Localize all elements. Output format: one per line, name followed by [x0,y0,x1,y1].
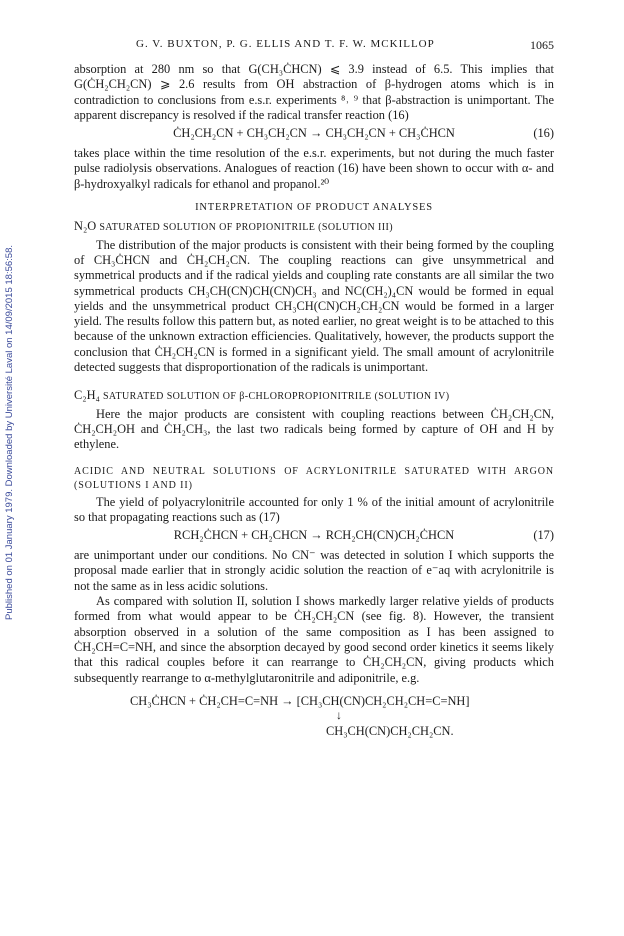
subsection-4-lead: C₂H₄ [74,388,100,403]
equation-16-number: (16) [533,126,554,141]
reaction-scheme-line-2: CH₃CH(CN)CH₂CH₂CN. [326,723,454,738]
subsection-3-rest: SATURATED SOLUTION OF PROPIONITRILE (SOLUTION III) [99,222,393,234]
paragraph-6: are unimportant under our conditions. No CN⁻ was detected in solution I which supports the proposal made earlier that in strongly acidic solution the reaction of e⁻aq with acrylonitrile is not the same as in less acidic solutions. [74,548,554,593]
download-note: Published on 01 January 1979. Downloaded by Université Laval on 14/09/2015 18:56:58. [4,245,15,620]
running-header [74,38,554,54]
paragraph-1: absorption at 280 nm so that G(CH₃ĊHCN) ⩽ 3.9 instead of 6.5. This implies that G(ĊH₂CH₂CN) ⩾ 2.6 results from OH abstraction of β-hydrogen atoms which is in contradiction to conclusions from e.s.r. experiments ⁸˒ ⁹ that β-abstraction is unimportant. The apparent discrepancy is resolved if the radical transfer reaction (16) [74,62,554,122]
paragraph-3: The distribution of the major products is consistent with their being formed by the coupling of CH₃ĊHCN and ĊH₂CH₂CN. The coupling reactions can give unsymmetrical and symmetrical products and if the radical yields and coupling rate constants are all similar the two symmetrical products CH₃CH(CN)CH(CN)CH₃ and NC(CH₂)₄CN would be formed in equal yields and the unsymmetrical product CH₃CH(CN)CH₂CH₂CN would be formed in a larger yield. The results follow this pattern but, as noted earlier, no great weight is to be attached to this because of the unknown extraction efficiencies. Qualitatively, however, the products support the conclusion that ĊH₂CH₂CN is formed in a significant yield. The small amount of acrylonitrile detected suggests that disproportionation of the radicals is unimportant. [74,237,554,375]
equation-16-text: ĊH₂CH₂CN + CH₃CH₂CN → CH₃CH₂CN + CH₃ĊHCN [173,126,455,141]
article-body [74,62,554,752]
subsection-heading-solutions-1-2: ACIDIC AND NEUTRAL SOLUTIONS OF ACRYLONITRILE SATURATED WITH ARGON (SOLUTIONS I AND II) [74,465,554,491]
subsection-heading-solution-3 [74,219,554,235]
reaction-scheme-line-1: CH₃ĊHCN + ĊH₂CH=C=NH → [CH₃CH(CN)CH₂CH₂CH=C=NH] [130,693,470,708]
equation-17 [74,527,554,545]
download-watermark [2,130,20,630]
equation-17-number: (17) [533,528,554,543]
equation-17-text: RCH₂ĊHCN + CH₂CHCN → RCH₂CH(CN)CH₂ĊHCN [173,528,455,543]
reaction-arrow: ↓ [336,707,342,722]
reaction-scheme [74,690,554,752]
paragraph-2: takes place within the time resolution of the e.s.r. experiments, but not during the much faster pulse radiolysis observations. Analogues of reaction (16) have been shown to occur with α- and β-hydroxyalkyl radicals for ethanol and propanol.²⁰ [74,146,554,191]
page-number: 1065 [530,38,554,52]
paragraph-4: Here the major products are consistent with coupling reactions between ĊH₂CH₂CN, ĊH₂CH₂OH and ĊH₂CH₃, the last two radicals being formed by capture of OH and H by ethylene. [74,406,554,452]
subsection-heading-solution-4 [74,388,554,404]
subsection-3-lead: N₂O [74,219,97,234]
header-authors: G. V. BUXTON, P. G. ELLIS AND T. F. W. MCKILLOP [136,38,435,50]
paragraph-7: As compared with solution II, solution I shows markedly larger relative yields of products formed from what would appear to be ĊH₂CH₂CN (see fig. 8). However, the transient absorption observed in a solution of the same composition as I has been assigned to ĊH₂CH=C=NH, and since the absorption decayed by good second order kinetics it seems likely that this radical couples before it can rearrange to ĊH₂CH₂CN, giving products which subsequently rearrange to α-methylglutaronitrile and adiponitrile, e.g. [74,594,554,685]
paragraph-5: The yield of polyacrylonitrile accounted for only 1 % of the initial amount of acrylonitrile so that propagating reactions such as (17) [74,494,554,524]
section-heading-interpretation: INTERPRETATION OF PRODUCT ANALYSES [195,202,433,214]
equation-16 [74,125,554,143]
subsection-4-rest: SATURATED SOLUTION OF β-CHLOROPROPIONITRILE (SOLUTION IV) [102,391,450,403]
